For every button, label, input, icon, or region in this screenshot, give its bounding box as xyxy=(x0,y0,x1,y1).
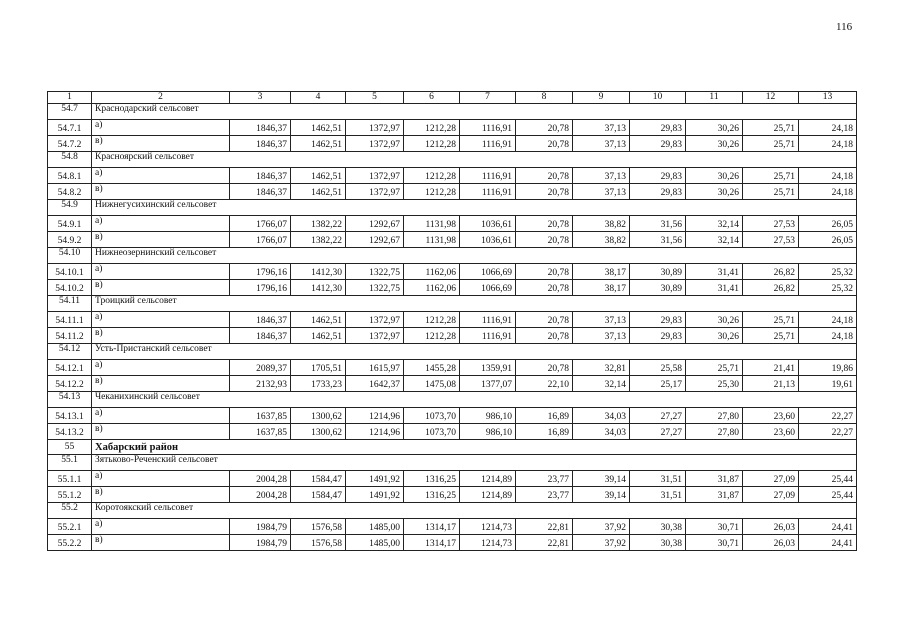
value-cell: 16,89 xyxy=(516,424,573,440)
value-cell: 30,89 xyxy=(630,264,686,280)
value-cell: 1300,62 xyxy=(291,424,346,440)
value-cell: 1491,92 xyxy=(346,487,404,503)
section-code: 54.8 xyxy=(48,152,92,168)
row-code: 55.1.2 xyxy=(48,487,92,503)
value-cell: 1462,51 xyxy=(291,184,346,200)
value-cell: 1359,91 xyxy=(460,360,516,376)
value-cell: 27,27 xyxy=(630,424,686,440)
value-cell: 25,44 xyxy=(799,471,857,487)
value-cell: 1300,62 xyxy=(291,408,346,424)
value-cell: 25,71 xyxy=(743,312,799,328)
value-cell: 1212,28 xyxy=(404,328,460,344)
value-cell: 20,78 xyxy=(516,168,573,184)
value-cell: 20,78 xyxy=(516,328,573,344)
row-variant: в) xyxy=(92,376,230,392)
value-cell: 27,80 xyxy=(686,424,743,440)
section-title: Чеканихинский сельсовет xyxy=(92,392,857,408)
value-cell: 986,10 xyxy=(460,408,516,424)
value-cell: 24,18 xyxy=(799,312,857,328)
tariff-table xyxy=(47,91,857,551)
value-cell: 20,78 xyxy=(516,360,573,376)
table-row xyxy=(48,408,857,424)
value-cell: 1116,91 xyxy=(460,120,516,136)
value-cell: 2089,37 xyxy=(230,360,291,376)
row-code: 54.12.2 xyxy=(48,376,92,392)
value-cell: 37,13 xyxy=(573,168,630,184)
value-cell: 32,14 xyxy=(686,232,743,248)
value-cell: 37,92 xyxy=(573,519,630,535)
value-cell: 1214,73 xyxy=(460,535,516,551)
value-cell: 20,78 xyxy=(516,232,573,248)
section-title: Краснодарский сельсовет xyxy=(92,104,857,120)
value-cell: 1615,97 xyxy=(346,360,404,376)
value-cell: 1316,25 xyxy=(404,471,460,487)
row-variant: а) xyxy=(92,120,230,136)
value-cell: 1372,97 xyxy=(346,184,404,200)
table-row xyxy=(48,471,857,487)
value-cell: 1766,07 xyxy=(230,216,291,232)
value-cell: 27,09 xyxy=(743,471,799,487)
value-cell: 25,71 xyxy=(743,328,799,344)
section-code: 54.12 xyxy=(48,344,92,360)
column-header: 11 xyxy=(686,92,743,104)
value-cell: 25,58 xyxy=(630,360,686,376)
section-row xyxy=(48,296,857,312)
row-variant: в) xyxy=(92,424,230,440)
value-cell: 25,71 xyxy=(743,184,799,200)
column-header: 2 xyxy=(92,92,230,104)
value-cell: 1131,98 xyxy=(404,216,460,232)
value-cell: 1485,00 xyxy=(346,519,404,535)
value-cell: 2004,28 xyxy=(230,487,291,503)
value-cell: 30,71 xyxy=(686,519,743,535)
section-title: Красноярский сельсовет xyxy=(92,152,857,168)
value-cell: 1212,28 xyxy=(404,120,460,136)
value-cell: 25,44 xyxy=(799,487,857,503)
column-header: 8 xyxy=(516,92,573,104)
table-row xyxy=(48,168,857,184)
section-code: 54.7 xyxy=(48,104,92,120)
value-cell: 22,27 xyxy=(799,408,857,424)
value-cell: 1292,67 xyxy=(346,216,404,232)
value-cell: 16,89 xyxy=(516,408,573,424)
value-cell: 1412,30 xyxy=(291,280,346,296)
value-cell: 31,41 xyxy=(686,264,743,280)
column-header: 6 xyxy=(404,92,460,104)
value-cell: 1212,28 xyxy=(404,136,460,152)
value-cell: 30,26 xyxy=(686,136,743,152)
row-code: 55.1.1 xyxy=(48,471,92,487)
table-row xyxy=(48,136,857,152)
value-cell: 1642,37 xyxy=(346,376,404,392)
value-cell: 19,61 xyxy=(799,376,857,392)
value-cell: 1846,37 xyxy=(230,312,291,328)
value-cell: 1705,51 xyxy=(291,360,346,376)
value-cell: 30,26 xyxy=(686,168,743,184)
value-cell: 1372,97 xyxy=(346,312,404,328)
table-row xyxy=(48,487,857,503)
value-cell: 25,71 xyxy=(743,168,799,184)
value-cell: 1073,70 xyxy=(404,424,460,440)
district-code: 55 xyxy=(48,440,92,455)
value-cell: 22,81 xyxy=(516,519,573,535)
table-row xyxy=(48,280,857,296)
page-number: 116 xyxy=(836,21,853,33)
value-cell: 1292,67 xyxy=(346,232,404,248)
value-cell: 37,13 xyxy=(573,136,630,152)
row-code: 54.11.1 xyxy=(48,312,92,328)
value-cell: 26,82 xyxy=(743,280,799,296)
row-variant: в) xyxy=(92,232,230,248)
column-header: 12 xyxy=(743,92,799,104)
row-variant: а) xyxy=(92,360,230,376)
section-row xyxy=(48,200,857,216)
table-row xyxy=(48,232,857,248)
value-cell: 39,14 xyxy=(573,487,630,503)
value-cell: 26,03 xyxy=(743,519,799,535)
value-cell: 1162,06 xyxy=(404,280,460,296)
value-cell: 1576,58 xyxy=(291,519,346,535)
table-row xyxy=(48,120,857,136)
value-cell: 29,83 xyxy=(630,120,686,136)
table-row xyxy=(48,424,857,440)
row-code: 54.13.2 xyxy=(48,424,92,440)
value-cell: 39,14 xyxy=(573,471,630,487)
value-cell: 25,71 xyxy=(686,360,743,376)
section-code: 54.9 xyxy=(48,200,92,216)
value-cell: 24,41 xyxy=(799,535,857,551)
section-title: Нижнеозернинский сельсовет xyxy=(92,248,857,264)
column-header: 9 xyxy=(573,92,630,104)
column-header: 13 xyxy=(799,92,857,104)
value-cell: 1214,89 xyxy=(460,487,516,503)
value-cell: 1796,16 xyxy=(230,280,291,296)
row-variant: в) xyxy=(92,184,230,200)
value-cell: 1116,91 xyxy=(460,168,516,184)
value-cell: 37,13 xyxy=(573,312,630,328)
row-variant: в) xyxy=(92,136,230,152)
value-cell: 25,17 xyxy=(630,376,686,392)
value-cell: 23,77 xyxy=(516,471,573,487)
value-cell: 34,03 xyxy=(573,408,630,424)
row-code: 54.13.1 xyxy=(48,408,92,424)
value-cell: 1462,51 xyxy=(291,136,346,152)
value-cell: 1846,37 xyxy=(230,136,291,152)
value-cell: 1584,47 xyxy=(291,487,346,503)
value-cell: 1491,92 xyxy=(346,471,404,487)
column-header: 3 xyxy=(230,92,291,104)
row-variant: а) xyxy=(92,264,230,280)
row-code: 54.7.2 xyxy=(48,136,92,152)
table-row xyxy=(48,360,857,376)
row-variant: в) xyxy=(92,280,230,296)
column-header: 4 xyxy=(291,92,346,104)
value-cell: 37,13 xyxy=(573,328,630,344)
value-cell: 20,78 xyxy=(516,312,573,328)
header-row xyxy=(48,92,857,104)
section-row xyxy=(48,344,857,360)
value-cell: 1116,91 xyxy=(460,184,516,200)
value-cell: 37,13 xyxy=(573,184,630,200)
value-cell: 1214,73 xyxy=(460,519,516,535)
value-cell: 34,03 xyxy=(573,424,630,440)
value-cell: 1637,85 xyxy=(230,408,291,424)
value-cell: 1984,79 xyxy=(230,535,291,551)
value-cell: 32,14 xyxy=(573,376,630,392)
row-code: 54.10.2 xyxy=(48,280,92,296)
section-row xyxy=(48,392,857,408)
table-row xyxy=(48,376,857,392)
value-cell: 31,51 xyxy=(630,487,686,503)
value-cell: 1214,89 xyxy=(460,471,516,487)
row-variant: в) xyxy=(92,328,230,344)
row-code: 54.11.2 xyxy=(48,328,92,344)
table-row xyxy=(48,216,857,232)
value-cell: 25,32 xyxy=(799,280,857,296)
value-cell: 1212,28 xyxy=(404,312,460,328)
value-cell: 22,27 xyxy=(799,424,857,440)
value-cell: 29,83 xyxy=(630,168,686,184)
row-code: 54.9.2 xyxy=(48,232,92,248)
value-cell: 1314,17 xyxy=(404,535,460,551)
value-cell: 1214,96 xyxy=(346,424,404,440)
value-cell: 37,92 xyxy=(573,535,630,551)
value-cell: 1984,79 xyxy=(230,519,291,535)
row-code: 54.9.1 xyxy=(48,216,92,232)
value-cell: 24,18 xyxy=(799,136,857,152)
value-cell: 1214,96 xyxy=(346,408,404,424)
value-cell: 1116,91 xyxy=(460,136,516,152)
value-cell: 1846,37 xyxy=(230,120,291,136)
value-cell: 1475,08 xyxy=(404,376,460,392)
section-row xyxy=(48,152,857,168)
value-cell: 32,14 xyxy=(686,216,743,232)
value-cell: 21,41 xyxy=(743,360,799,376)
value-cell: 31,51 xyxy=(630,471,686,487)
value-cell: 1462,51 xyxy=(291,312,346,328)
table-row xyxy=(48,184,857,200)
table-row xyxy=(48,519,857,535)
value-cell: 1584,47 xyxy=(291,471,346,487)
table-row xyxy=(48,264,857,280)
value-cell: 27,27 xyxy=(630,408,686,424)
value-cell: 30,26 xyxy=(686,184,743,200)
value-cell: 1846,37 xyxy=(230,168,291,184)
row-variant: а) xyxy=(92,471,230,487)
value-cell: 1314,17 xyxy=(404,519,460,535)
value-cell: 1382,22 xyxy=(291,232,346,248)
value-cell: 1637,85 xyxy=(230,424,291,440)
section-title: Коротоякский сельсовет xyxy=(92,503,857,519)
value-cell: 1212,28 xyxy=(404,184,460,200)
value-cell: 23,77 xyxy=(516,487,573,503)
value-cell: 31,56 xyxy=(630,216,686,232)
row-code: 54.7.1 xyxy=(48,120,92,136)
value-cell: 23,60 xyxy=(743,424,799,440)
value-cell: 1131,98 xyxy=(404,232,460,248)
value-cell: 1485,00 xyxy=(346,535,404,551)
value-cell: 1372,97 xyxy=(346,168,404,184)
value-cell: 20,78 xyxy=(516,120,573,136)
value-cell: 20,78 xyxy=(516,184,573,200)
value-cell: 26,05 xyxy=(799,232,857,248)
value-cell: 1455,28 xyxy=(404,360,460,376)
value-cell: 31,87 xyxy=(686,487,743,503)
column-header: 10 xyxy=(630,92,686,104)
value-cell: 1462,51 xyxy=(291,168,346,184)
value-cell: 29,83 xyxy=(630,136,686,152)
value-cell: 2004,28 xyxy=(230,471,291,487)
value-cell: 30,26 xyxy=(686,328,743,344)
value-cell: 31,56 xyxy=(630,232,686,248)
column-header: 7 xyxy=(460,92,516,104)
section-title: Усть-Пристанский сельсовет xyxy=(92,344,857,360)
section-row xyxy=(48,104,857,120)
value-cell: 1766,07 xyxy=(230,232,291,248)
value-cell: 24,18 xyxy=(799,168,857,184)
table-row xyxy=(48,312,857,328)
value-cell: 26,03 xyxy=(743,535,799,551)
row-variant: а) xyxy=(92,312,230,328)
value-cell: 20,78 xyxy=(516,216,573,232)
value-cell: 27,53 xyxy=(743,216,799,232)
section-title: Нижнегусихинский сельсовет xyxy=(92,200,857,216)
table-row xyxy=(48,328,857,344)
value-cell: 1846,37 xyxy=(230,328,291,344)
value-cell: 1372,97 xyxy=(346,136,404,152)
value-cell: 21,13 xyxy=(743,376,799,392)
value-cell: 29,83 xyxy=(630,312,686,328)
value-cell: 26,05 xyxy=(799,216,857,232)
row-code: 54.10.1 xyxy=(48,264,92,280)
value-cell: 30,26 xyxy=(686,312,743,328)
value-cell: 38,82 xyxy=(573,232,630,248)
value-cell: 2132,93 xyxy=(230,376,291,392)
value-cell: 1576,58 xyxy=(291,535,346,551)
value-cell: 38,82 xyxy=(573,216,630,232)
row-variant: а) xyxy=(92,216,230,232)
value-cell: 1212,28 xyxy=(404,168,460,184)
value-cell: 20,78 xyxy=(516,136,573,152)
value-cell: 22,10 xyxy=(516,376,573,392)
row-code: 54.8.2 xyxy=(48,184,92,200)
section-title: Троицкий сельсовет xyxy=(92,296,857,312)
value-cell: 1066,69 xyxy=(460,280,516,296)
value-cell: 24,18 xyxy=(799,328,857,344)
value-cell: 27,09 xyxy=(743,487,799,503)
column-header: 5 xyxy=(346,92,404,104)
value-cell: 38,17 xyxy=(573,280,630,296)
value-cell: 30,89 xyxy=(630,280,686,296)
section-code: 54.13 xyxy=(48,392,92,408)
value-cell: 1162,06 xyxy=(404,264,460,280)
row-code: 55.2.2 xyxy=(48,535,92,551)
value-cell: 1846,37 xyxy=(230,184,291,200)
value-cell: 30,38 xyxy=(630,535,686,551)
section-code: 55.1 xyxy=(48,455,92,471)
value-cell: 38,17 xyxy=(573,264,630,280)
value-cell: 31,41 xyxy=(686,280,743,296)
value-cell: 24,18 xyxy=(799,120,857,136)
value-cell: 986,10 xyxy=(460,424,516,440)
value-cell: 31,87 xyxy=(686,471,743,487)
value-cell: 1382,22 xyxy=(291,216,346,232)
value-cell: 1372,97 xyxy=(346,120,404,136)
value-cell: 26,82 xyxy=(743,264,799,280)
section-row xyxy=(48,503,857,519)
value-cell: 30,26 xyxy=(686,120,743,136)
value-cell: 30,38 xyxy=(630,519,686,535)
row-code: 55.2.1 xyxy=(48,519,92,535)
value-cell: 1377,07 xyxy=(460,376,516,392)
district-row xyxy=(48,440,857,455)
value-cell: 27,53 xyxy=(743,232,799,248)
value-cell: 1036,61 xyxy=(460,216,516,232)
value-cell: 20,78 xyxy=(516,280,573,296)
value-cell: 37,13 xyxy=(573,120,630,136)
section-row xyxy=(48,248,857,264)
value-cell: 1733,23 xyxy=(291,376,346,392)
value-cell: 24,18 xyxy=(799,184,857,200)
value-cell: 1116,91 xyxy=(460,312,516,328)
value-cell: 1462,51 xyxy=(291,120,346,136)
value-cell: 24,41 xyxy=(799,519,857,535)
value-cell: 25,32 xyxy=(799,264,857,280)
value-cell: 29,83 xyxy=(630,328,686,344)
value-cell: 32,81 xyxy=(573,360,630,376)
value-cell: 25,71 xyxy=(743,136,799,152)
value-cell: 25,71 xyxy=(743,120,799,136)
value-cell: 20,78 xyxy=(516,264,573,280)
value-cell: 1372,97 xyxy=(346,328,404,344)
section-code: 54.11 xyxy=(48,296,92,312)
row-code: 54.8.1 xyxy=(48,168,92,184)
value-cell: 1073,70 xyxy=(404,408,460,424)
section-code: 55.2 xyxy=(48,503,92,519)
value-cell: 1116,91 xyxy=(460,328,516,344)
value-cell: 23,60 xyxy=(743,408,799,424)
value-cell: 1796,16 xyxy=(230,264,291,280)
table-body xyxy=(48,92,857,551)
row-variant: в) xyxy=(92,535,230,551)
district-title: Хабарский район xyxy=(92,440,857,455)
value-cell: 1316,25 xyxy=(404,487,460,503)
value-cell: 1322,75 xyxy=(346,280,404,296)
value-cell: 1036,61 xyxy=(460,232,516,248)
section-row xyxy=(48,455,857,471)
row-variant: а) xyxy=(92,519,230,535)
section-code: 54.10 xyxy=(48,248,92,264)
value-cell: 25,30 xyxy=(686,376,743,392)
value-cell: 22,81 xyxy=(516,535,573,551)
value-cell: 1322,75 xyxy=(346,264,404,280)
value-cell: 19,86 xyxy=(799,360,857,376)
row-variant: а) xyxy=(92,168,230,184)
column-header: 1 xyxy=(48,92,92,104)
table-row xyxy=(48,535,857,551)
value-cell: 1462,51 xyxy=(291,328,346,344)
value-cell: 29,83 xyxy=(630,184,686,200)
row-code: 54.12.1 xyxy=(48,360,92,376)
value-cell: 30,71 xyxy=(686,535,743,551)
value-cell: 1066,69 xyxy=(460,264,516,280)
row-variant: а) xyxy=(92,408,230,424)
value-cell: 27,80 xyxy=(686,408,743,424)
value-cell: 1412,30 xyxy=(291,264,346,280)
section-title: Зятьково-Реченский сельсовет xyxy=(92,455,857,471)
row-variant: в) xyxy=(92,487,230,503)
